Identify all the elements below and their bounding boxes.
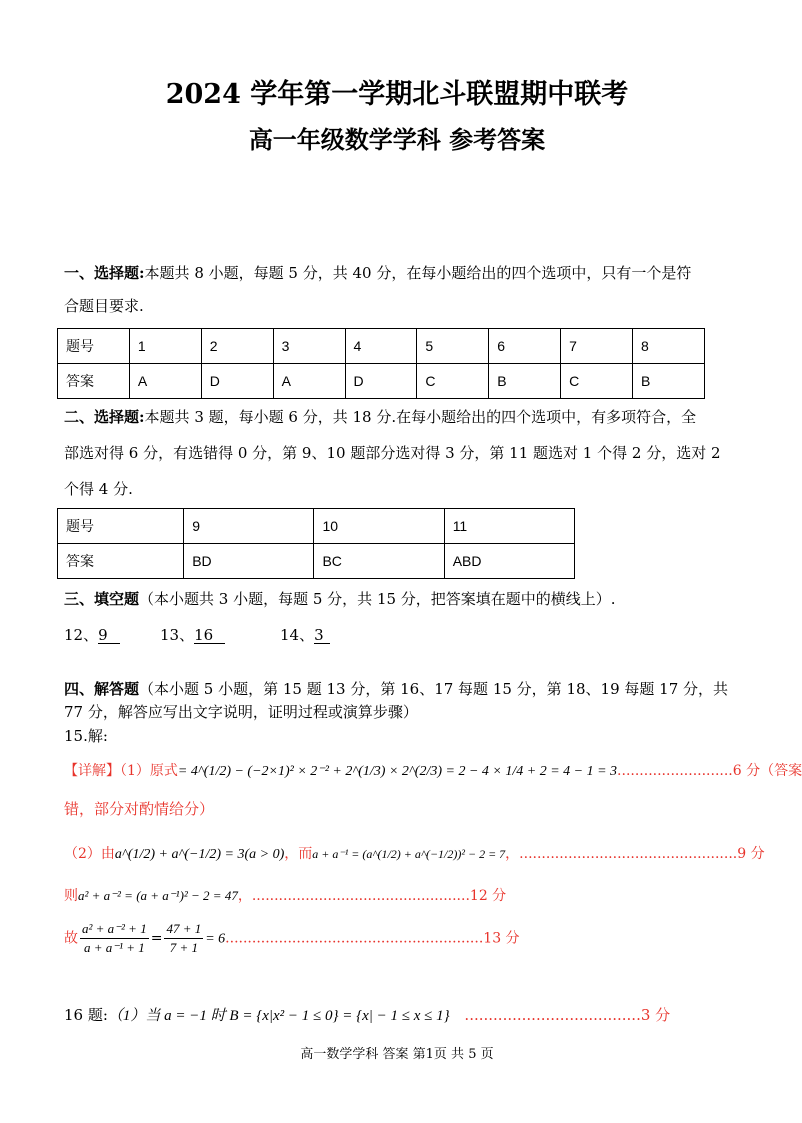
question-number: 2: [201, 329, 273, 364]
section4-text-line1: （本小题 5 小题，第 15 题 13 分，第 16、17 每题 15 分，第 18、19 每题 17 分，共: [139, 680, 729, 698]
answer-cell: BC: [314, 544, 444, 579]
answer-cell: D: [201, 364, 273, 399]
part1-dots: ..........................: [617, 763, 733, 779]
section3-intro: [64, 592, 616, 607]
table-row: [58, 509, 575, 544]
page-title: 2024 学年第一学期北斗联盟期中联考: [165, 79, 629, 110]
line4-fraction-right: [164, 920, 203, 957]
fill-blank-item: [64, 628, 120, 644]
section1-answer-table: [57, 328, 705, 399]
fill-blank-label: 12、: [64, 626, 99, 644]
line4-result: = 6: [205, 931, 226, 947]
line3-dots: ，.................................................: [237, 888, 470, 904]
section2-text-line3: 个得 4 分.: [64, 480, 133, 498]
fraction-denominator: 7 + 1: [169, 940, 198, 955]
q16-score: 3 分: [640, 1006, 671, 1024]
table-row: [58, 544, 575, 579]
fill-blank-item: [160, 628, 225, 644]
line3-score: 12 分: [469, 888, 507, 904]
fraction-numerator: a² + a⁻² + 1: [80, 920, 149, 939]
answer-cell: C: [417, 364, 489, 399]
q16-line: [64, 1004, 670, 1025]
table-row: [58, 364, 705, 399]
q15-line3: [64, 888, 506, 904]
fill-blank-label: 14、: [280, 626, 315, 644]
question-number: 11: [444, 509, 574, 544]
answer-cell: C: [561, 364, 633, 399]
q16-dots: .....................................: [464, 1006, 641, 1024]
part2-label: （2）由: [64, 846, 115, 862]
part2-expression2: a + a⁻¹ = (a^(1/2) + a^(−1/2))² − 2 = 7: [312, 847, 506, 861]
question-number: 5: [417, 329, 489, 364]
line3-prefix: 则: [64, 888, 78, 904]
answer-cell: ABD: [444, 544, 574, 579]
answer-cell: B: [633, 364, 705, 399]
answer-cell: A: [129, 364, 201, 399]
table-row: [58, 329, 705, 364]
line4-prefix: 故: [64, 930, 78, 947]
part1-note: 错，部分对酌情给分）: [64, 800, 215, 818]
section2-heading: 二、选择题:: [64, 408, 145, 426]
part1-expression: = 4^(1/2) − (−2×1)² × 2⁻² + 2^(1/3) × 2^(2/3) = 2 − 4 × 1/4 + 2 = 4 − 1 = 3: [177, 764, 618, 779]
fill-blank-answer: 3: [314, 628, 330, 644]
row-label: 题号: [58, 329, 130, 364]
page-subtitle: 高一年级数学学科 参考答案: [248, 125, 546, 154]
section4-intro: [64, 682, 728, 697]
page-footer: 高一数学学科 答案 第1页 共 5 页: [300, 1047, 494, 1062]
question-number: 3: [273, 329, 345, 364]
section2-intro: [64, 410, 696, 425]
section1-text-line1: 本题共 8 小题，每题 5 分，共 40 分，在每小题给出的四个选项中，只有一个是符: [144, 264, 692, 282]
section2-text-line1: 本题共 3 题，每小题 6 分，共 18 分.在每小题给出的四个选项中，有多项符合，全: [144, 408, 697, 426]
question-number: 6: [489, 329, 561, 364]
line3-expression: a² + a⁻² = (a + a⁻¹)² − 2 = 47: [78, 888, 238, 903]
row-label: 答案: [58, 364, 130, 399]
part2-score: 9 分: [737, 846, 765, 862]
part2-expression1: a^(1/2) + a^(−1/2) = 3(a > 0): [114, 847, 285, 862]
part2-mid: ，而: [284, 846, 313, 862]
q16-text: （1）当 a = −1 时 B = {x|x² − 1 ≤ 0} = {x| − 1 ≤ x ≤ 1}: [107, 1008, 450, 1024]
fill-blank-label: 13、: [160, 626, 195, 644]
fraction-numerator: 47 + 1: [164, 920, 203, 939]
detail-tag: 【详解】: [64, 763, 120, 779]
fill-blank-answer: 16: [194, 628, 225, 644]
section2-answer-table: [57, 508, 575, 579]
q16-label: 16 题:: [64, 1006, 108, 1024]
question-number: 1: [129, 329, 201, 364]
question-number: 4: [345, 329, 417, 364]
part1-label: （1）原式: [120, 763, 178, 779]
line4-fraction-left: [80, 920, 149, 957]
section2-text-line2: 部选对得 6 分，有选错得 0 分，第 9、10 题部分选对得 3 分，第 11 题选对 1 个得 2 分，选对 2: [64, 444, 721, 462]
row-label: 题号: [58, 509, 184, 544]
row-label: 答案: [58, 544, 184, 579]
q15-part2-line: [64, 847, 765, 862]
q15-label: 15.解:: [64, 727, 108, 745]
answer-cell: B: [489, 364, 561, 399]
line4-dots: ..........................................................: [225, 930, 484, 947]
section4-heading: 四、解答题: [64, 680, 140, 698]
section1-heading: 一、选择题:: [64, 264, 145, 282]
part1-score: 6 分（答案: [732, 763, 802, 779]
answer-cell: A: [273, 364, 345, 399]
q15-line4: 故 $\frac{\text{a² + a⁻² + 1}}{\text{a + a⁻¹ + 1}}$ = $\frac{47 + 1}{7 + 1}$ = 6..........................................................13 分: [64, 921, 520, 955]
section3-text: （本小题共 3 小题，每题 5 分，共 15 分，把答案填在题中的横线上）.: [139, 590, 616, 608]
line4-score: 13 分: [483, 930, 520, 947]
question-number: 9: [184, 509, 314, 544]
part2-dots: ，.................................................: [505, 846, 738, 862]
answer-cell: BD: [184, 544, 314, 579]
fraction-denominator: a + a⁻¹ + 1: [83, 940, 145, 955]
answer-cell: D: [345, 364, 417, 399]
question-number: 10: [314, 509, 444, 544]
section1-text-line2: 合题目要求.: [64, 297, 144, 315]
q15-part1-line: [64, 764, 802, 779]
section1-intro: [64, 266, 691, 281]
question-number: 8: [633, 329, 705, 364]
section4-text-line2: 77 分，解答应写出文字说明，证明过程或演算步骤）: [64, 703, 418, 721]
section3-heading: 三、填空题: [64, 590, 140, 608]
fill-blank-answer: 9: [98, 628, 120, 644]
question-number: 7: [561, 329, 633, 364]
fill-blank-item: [280, 628, 330, 644]
